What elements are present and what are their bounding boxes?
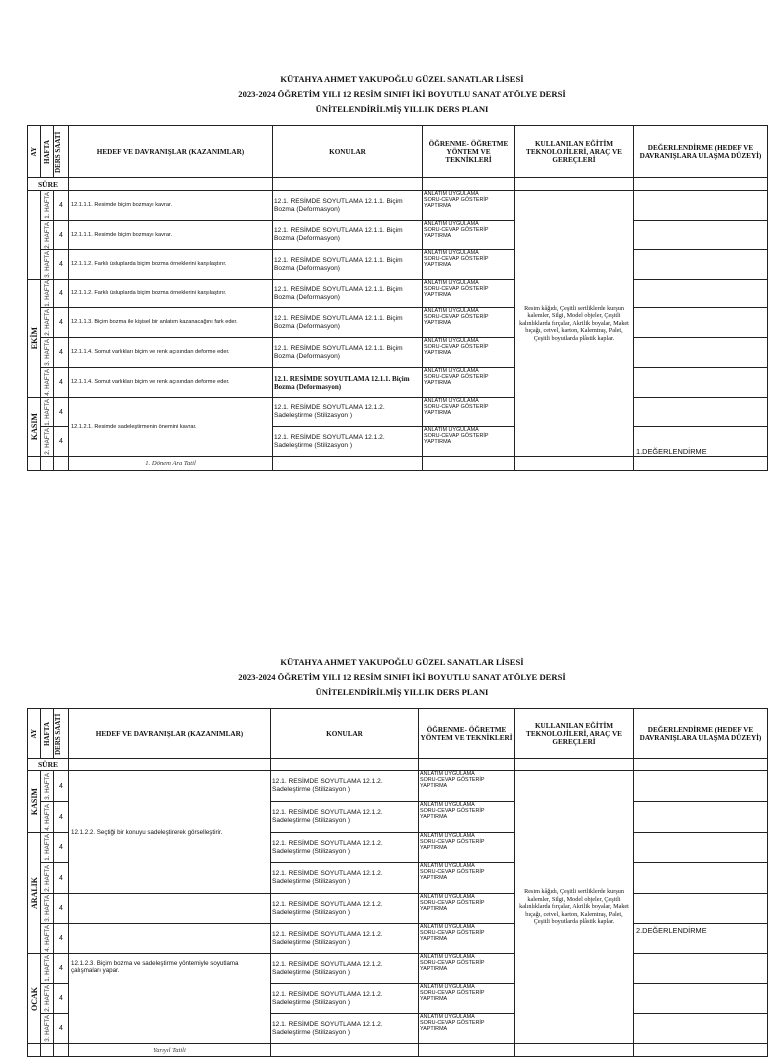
topic-cell: 12.1. RESİMDE SOYUTLAMA 12.1.2. Sadeleştirme (Stilizasyon )	[271, 894, 419, 924]
evaluation-cell	[634, 191, 768, 221]
week-cell: 1. HAFTA	[41, 280, 54, 308]
month-cell-kasim: KASIM	[28, 771, 41, 833]
evaluation-cell	[634, 398, 768, 427]
header-topics: KONULAR	[273, 126, 423, 178]
header-tools: KULLANILAN EĞİTİM TEKNOLOJİLERİ, ARAÇ VE GEREÇLERİ	[515, 126, 634, 178]
method-cell: ANLATIM UYGULAMA SORU-CEVAP GÖSTERİP YAPTIRMA	[419, 802, 515, 833]
topic-cell: 12.1. RESİMDE SOYUTLAMA 12.1.2. Sadeleştirme (Stilizasyon )	[271, 1014, 419, 1044]
evaluation-cell	[634, 221, 768, 250]
week-cell: 2. HAFTA	[41, 427, 54, 457]
goal-cell: 12.1.1.2. Farklı üsluplarda biçim bozma örneklerini karşılaştırır.	[69, 250, 273, 280]
plan-title: ÜNİTELENDİRİLMİŞ YILLIK DERS PLANI	[315, 687, 489, 697]
topic-cell: 12.1. RESİMDE SOYUTLAMA 12.1.2. Sadeleştirme (Stilizasyon )	[271, 863, 419, 894]
hours-cell: 4	[54, 191, 69, 221]
evaluation-cell	[634, 280, 768, 308]
evaluation-cell	[634, 308, 768, 338]
hours-cell: 4	[54, 221, 69, 250]
goal-cell: 12.1.2.1. Resimde sadeleştirmenin önemini kavrar.	[69, 398, 273, 457]
method-cell: ANLATIM UYGULAMA SORU-CEVAP GÖSTERİP YAPTIRMA	[423, 250, 515, 280]
week-cell: 1. HAFTA	[41, 398, 54, 427]
goal-cell: 12.1.1.1. Resimde biçim bozmayı kavrar.	[69, 191, 273, 221]
month-cell-ocak: OCAK	[28, 954, 41, 1044]
goal-cell-empty	[69, 894, 271, 924]
goal-cell: 12.1.2.2. Seçtiği bir konuyu sadeleştirerek görselleştirir.	[69, 771, 271, 894]
hours-cell: 4	[54, 338, 69, 368]
week-cell: 3. HAFTA	[41, 338, 54, 368]
holiday-label: 1. Dönem Ara Tatil	[69, 457, 273, 471]
evaluation-cell	[634, 338, 768, 368]
evaluation-cell	[634, 1014, 768, 1044]
plan-page-2	[27, 655, 767, 1057]
evaluation-cell	[634, 250, 768, 280]
week-cell: 1. HAFTA	[41, 954, 54, 984]
evaluation-cell	[634, 863, 768, 894]
goal-cell: 12.1.1.2. Farklı üsluplarda biçim bozma örneklerini karşılaştırır.	[69, 280, 273, 308]
hours-cell: 4	[54, 984, 69, 1014]
method-cell: ANLATIM UYGULAMA SORU-CEVAP GÖSTERİP YAPTIRMA	[419, 954, 515, 984]
method-cell: ANLATIM UYGULAMA SORU-CEVAP GÖSTERİP YAPTIRMA	[419, 894, 515, 924]
topic-cell: 12.1. RESİMDE SOYUTLAMA 12.1.2. Sadeleştirme (Stilizasyon )	[271, 924, 419, 954]
evaluation-cell: 2.DEĞERLENDİRME	[634, 924, 768, 954]
evaluation-cell	[634, 771, 768, 802]
topic-cell: 12.1. RESİMDE SOYUTLAMA 12.1.1. Biçim Bozma (Deformasyon)	[273, 250, 423, 280]
plan-page-1	[27, 72, 767, 471]
method-cell: ANLATIM UYGULAMA SORU-CEVAP GÖSTERİP YAPTIRMA	[423, 308, 515, 338]
week-cell: 2. HAFTA	[41, 221, 54, 250]
topic-cell: 12.1. RESİMDE SOYUTLAMA 12.1.1. Biçim Bozma (Deformasyon)	[273, 280, 423, 308]
header-hours: DERS SAATİ	[54, 709, 69, 759]
hours-cell: 4	[54, 894, 69, 924]
school-name: KÜTAHYA AHMET YAKUPOĞLU GÜZEL SANATLAR LİSESİ	[280, 657, 524, 667]
hours-cell: 4	[54, 802, 69, 833]
hours-cell: 4	[54, 833, 69, 863]
evaluation-cell	[634, 984, 768, 1014]
month-cell-kasim: KASIM	[28, 398, 41, 457]
hours-cell: 4	[54, 368, 69, 398]
hours-cell: 4	[54, 954, 69, 984]
week-cell: 3. HAFTA	[41, 250, 54, 280]
topic-cell: 12.1. RESİMDE SOYUTLAMA 12.1.2. Sadeleştirme (Stilizasyon )	[273, 427, 423, 457]
evaluation-cell	[634, 954, 768, 984]
week-cell: 4. HAFTA	[41, 924, 54, 954]
method-cell: ANLATIM UYGULAMA SORU-CEVAP GÖSTERİP YAPTIRMA	[423, 368, 515, 398]
topic-cell: 12.1. RESİMDE SOYUTLAMA 12.1.1. Biçim Bozma (Deformasyon)	[273, 221, 423, 250]
month-cell-ekim: EKİM	[28, 280, 41, 398]
plan-title: ÜNİTELENDİRİLMİŞ YILLIK DERS PLANI	[315, 104, 489, 114]
goal-cell: 12.1.1.3. Biçim bozma ile kişisel bir anlatım kazanacağını fark eder.	[69, 308, 273, 338]
tools-cell: Resim kâğıdı, Çeşitli sertliklerde kurşun kalemler, Silgi, Model objeler, Çeşitli kalınlıklarda fırçalar, Akrilik boyalar, Maket bıçağı, cetvel, karton, Kalemtraş, Palet, Çeşitli boyutlarda plâstik kaplar.	[515, 771, 634, 1044]
method-cell: ANLATIM UYGULAMA SORU-CEVAP GÖSTERİP YAPTIRMA	[423, 221, 515, 250]
topic-cell: 12.1. RESİMDE SOYUTLAMA 12.1.2. Sadeleştirme (Stilizasyon )	[273, 398, 423, 427]
week-cell: 1. HAFTA	[41, 191, 54, 221]
duration-label: SÜRE	[28, 178, 69, 191]
header-methods: ÖĞRENME- ÖĞRETME YÖNTEM VE TEKNİKLERİ	[423, 126, 515, 178]
method-cell: ANLATIM UYGULAMA SORU-CEVAP GÖSTERİP YAPTIRMA	[419, 771, 515, 802]
header-evaluation: DEĞERLENDİRME (HEDEF VE DAVRANIŞLARA ULAŞMA DÜZEYİ)	[634, 709, 768, 759]
evaluation-cell: 1.DEĞERLENDİRME	[634, 427, 768, 457]
tools-cell: Resim kâğıdı, Çeşitli sertliklerde kurşun kalemler, Silgi, Model objeler, Çeşitli kalınlıklarda fırçalar, Akrilik boyalar, Maket bıçağı, cetvel, karton, Kalemtraş, Palet, Çeşitli boyutlarda plâstik kaplar.	[515, 191, 634, 457]
week-cell: 4. HAFTA	[41, 368, 54, 398]
hours-cell: 4	[54, 398, 69, 427]
method-cell: ANLATIM UYGULAMA SORU-CEVAP GÖSTERİP YAPTIRMA	[419, 863, 515, 894]
goal-cell: 12.1.1.1. Resimde biçim bozmayı kavrar.	[69, 221, 273, 250]
method-cell: ANLATIM UYGULAMA SORU-CEVAP GÖSTERİP YAPTIRMA	[423, 191, 515, 221]
month-cell-aralik: ARALIK	[28, 833, 41, 954]
goal-cell: 12.1.1.4. Somut varlıkları biçim ve renk açısından deforme eder.	[69, 338, 273, 368]
duration-label: SÜRE	[28, 759, 69, 771]
method-cell: ANLATIM UYGULAMA SORU-CEVAP GÖSTERİP YAPTIRMA	[423, 338, 515, 368]
header-goals: HEDEF VE DAVRANIŞLAR (KAZANIMLAR)	[69, 126, 273, 178]
topic-cell: 12.1. RESİMDE SOYUTLAMA 12.1.1. Biçim Bozma (Deformasyon)	[273, 368, 423, 398]
goal-cell-empty	[69, 924, 271, 954]
plan-table-1	[27, 125, 768, 471]
topic-cell: 12.1. RESİMDE SOYUTLAMA 12.1.1. Biçim Bozma (Deformasyon)	[273, 191, 423, 221]
method-cell: ANLATIM UYGULAMA SORU-CEVAP GÖSTERİP YAPTIRMA	[423, 427, 515, 457]
method-cell: ANLATIM UYGULAMA SORU-CEVAP GÖSTERİP YAPTIRMA	[419, 924, 515, 954]
topic-cell: 12.1. RESİMDE SOYUTLAMA 12.1.2. Sadeleştirme (Stilizasyon )	[271, 833, 419, 863]
evaluation-cell	[634, 802, 768, 833]
evaluation-cell	[634, 368, 768, 398]
header-month: AY	[28, 709, 41, 759]
plan-table-2	[27, 708, 768, 1057]
school-name: KÜTAHYA AHMET YAKUPOĞLU GÜZEL SANATLAR LİSESİ	[280, 74, 524, 84]
week-cell: 3. HAFTA	[41, 1014, 54, 1044]
method-cell: ANLATIM UYGULAMA SORU-CEVAP GÖSTERİP YAPTIRMA	[423, 398, 515, 427]
header-tools: KULLANILAN EĞİTİM TEKNOLOJİLERİ, ARAÇ VE GEREÇLERİ	[515, 709, 634, 759]
method-cell: ANLATIM UYGULAMA SORU-CEVAP GÖSTERİP YAPTIRMA	[419, 984, 515, 1014]
header-evaluation: DEĞERLENDİRME (HEDEF VE DAVRANIŞLARA ULAŞMA DÜZEYİ)	[634, 126, 768, 178]
evaluation-cell	[634, 833, 768, 863]
hours-cell: 4	[54, 863, 69, 894]
hours-cell: 4	[54, 771, 69, 802]
document-header	[37, 72, 767, 117]
course-line: 2023-2024 ÖĞRETİM YILI 12 RESİM SINIFI İKİ BOYUTLU SANAT ATÖLYE DERSİ	[238, 672, 566, 682]
method-cell: ANLATIM UYGULAMA SORU-CEVAP GÖSTERİP YAPTIRMA	[423, 280, 515, 308]
header-month: AY	[28, 126, 41, 178]
topic-cell: 12.1. RESİMDE SOYUTLAMA 12.1.2. Sadeleştirme (Stilizasyon )	[271, 802, 419, 833]
goal-cell: 12.1.1.4. Somut varlıkları biçim ve renk açısından deforme eder.	[69, 368, 273, 398]
header-hours: DERS SAATİ	[54, 126, 69, 178]
header-week: HAFTA	[41, 126, 54, 178]
holiday-label: Yarıyıl Tatili	[69, 1044, 271, 1057]
hours-cell: 4	[54, 427, 69, 457]
document-header	[37, 655, 767, 700]
method-cell: ANLATIM UYGULAMA SORU-CEVAP GÖSTERİP YAPTIRMA	[419, 833, 515, 863]
course-line: 2023-2024 ÖĞRETİM YILI 12 RESİM SINIFI İKİ BOYUTLU SANAT ATÖLYE DERSİ	[238, 89, 566, 99]
goal-cell: 12.1.2.3. Biçim bozma ve sadeleştirme yöntemiyle soyutlama çalışmaları yapar.	[69, 954, 271, 1044]
hours-cell: 4	[54, 924, 69, 954]
header-goals: HEDEF VE DAVRANIŞLAR (KAZANIMLAR)	[69, 709, 271, 759]
week-cell: 3. HAFTA	[41, 894, 54, 924]
week-cell: 2. HAFTA	[41, 863, 54, 894]
topic-cell: 12.1. RESİMDE SOYUTLAMA 12.1.2. Sadeleştirme (Stilizasyon )	[271, 984, 419, 1014]
hours-cell: 4	[54, 280, 69, 308]
method-cell: ANLATIM UYGULAMA SORU-CEVAP GÖSTERİP YAPTIRMA	[419, 1014, 515, 1044]
topic-cell: 12.1. RESİMDE SOYUTLAMA 12.1.2. Sadeleştirme (Stilizasyon )	[271, 771, 419, 802]
topic-cell: 12.1. RESİMDE SOYUTLAMA 12.1.1. Biçim Bozma (Deformasyon)	[273, 338, 423, 368]
week-cell: 2. HAFTA	[41, 984, 54, 1014]
header-topics: KONULAR	[271, 709, 419, 759]
header-methods: ÖĞRENME- ÖĞRETME YÖNTEM VE TEKNİKLERİ	[419, 709, 515, 759]
topic-cell: 12.1. RESİMDE SOYUTLAMA 12.1.1. Biçim Bozma (Deformasyon)	[273, 308, 423, 338]
week-cell: 2. HAFTA	[41, 308, 54, 338]
month-cell	[28, 191, 41, 280]
week-cell: 1. HAFTA	[41, 833, 54, 863]
hours-cell: 4	[54, 1014, 69, 1044]
hours-cell: 4	[54, 308, 69, 338]
week-cell: 4. HAFTA	[41, 802, 54, 833]
header-week: HAFTA	[41, 709, 54, 759]
topic-cell: 12.1. RESİMDE SOYUTLAMA 12.1.2. Sadeleştirme (Stilizasyon )	[271, 954, 419, 984]
evaluation-cell	[634, 894, 768, 924]
week-cell: 3. HAFTA	[41, 771, 54, 802]
hours-cell: 4	[54, 250, 69, 280]
